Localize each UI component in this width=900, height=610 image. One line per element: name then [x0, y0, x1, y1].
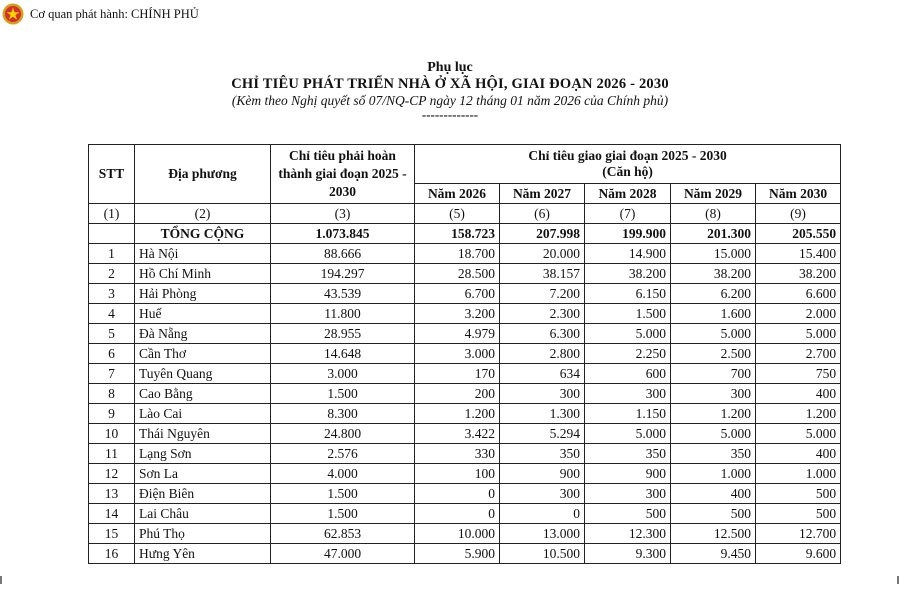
row-value: 900 [500, 464, 585, 484]
row-value: 15.000 [671, 244, 756, 264]
row-locality: Lào Cai [135, 404, 271, 424]
page-edge-mark [897, 576, 899, 584]
row-value: 5.000 [756, 424, 841, 444]
row-value: 12.300 [585, 524, 671, 544]
row-locality: Lạng Sơn [135, 444, 271, 464]
row-target: 1.500 [271, 504, 415, 524]
header-year: Năm 2029 [671, 184, 756, 204]
row-value: 38.157 [500, 264, 585, 284]
row-value: 0 [415, 484, 500, 504]
state-emblem-icon [2, 3, 24, 25]
row-value: 2.800 [500, 344, 585, 364]
row-target: 14.648 [271, 344, 415, 364]
row-target: 4.000 [271, 464, 415, 484]
row-value: 900 [585, 464, 671, 484]
page-edge-mark [0, 576, 2, 584]
column-number: (3) [271, 204, 415, 224]
row-stt: 14 [89, 504, 135, 524]
row-stt: 3 [89, 284, 135, 304]
row-value: 330 [415, 444, 500, 464]
row-target: 2.576 [271, 444, 415, 464]
row-value: 1.150 [585, 404, 671, 424]
row-value: 6.600 [756, 284, 841, 304]
row-value: 100 [415, 464, 500, 484]
total-label: TỔNG CỘNG [135, 224, 271, 244]
row-locality: Cần Thơ [135, 344, 271, 364]
row-stt: 12 [89, 464, 135, 484]
row-value: 0 [500, 504, 585, 524]
table-row [89, 504, 841, 524]
row-value: 1.000 [671, 464, 756, 484]
row-value: 500 [756, 504, 841, 524]
table-row [89, 544, 841, 564]
header-assigned-line2: (Căn hộ) [602, 164, 653, 179]
total-value: 205.550 [756, 224, 841, 244]
row-stt: 1 [89, 244, 135, 264]
table-row [89, 384, 841, 404]
row-stt: 13 [89, 484, 135, 504]
row-value: 500 [756, 484, 841, 504]
total-value: 199.900 [585, 224, 671, 244]
row-stt: 15 [89, 524, 135, 544]
header-locality: Địa phương [135, 145, 271, 204]
row-value: 350 [585, 444, 671, 464]
issuer-line [2, 2, 199, 26]
row-value: 5.000 [671, 324, 756, 344]
row-stt: 11 [89, 444, 135, 464]
row-target: 1.500 [271, 484, 415, 504]
row-value: 14.900 [585, 244, 671, 264]
row-locality: Phú Thọ [135, 524, 271, 544]
row-locality: Sơn La [135, 464, 271, 484]
row-value: 2.700 [756, 344, 841, 364]
header-stt: STT [89, 145, 135, 204]
row-value: 5.000 [671, 424, 756, 444]
table-row [89, 424, 841, 444]
row-target: 8.300 [271, 404, 415, 424]
row-locality: Hà Nội [135, 244, 271, 264]
row-value: 3.000 [415, 344, 500, 364]
header-year: Năm 2028 [585, 184, 671, 204]
row-value: 2.300 [500, 304, 585, 324]
row-target: 62.853 [271, 524, 415, 544]
table-row [89, 244, 841, 264]
row-value: 400 [671, 484, 756, 504]
row-target: 3.000 [271, 364, 415, 384]
issuer-label: Cơ quan phát hành: CHÍNH PHỦ [30, 6, 199, 21]
row-value: 5.000 [585, 324, 671, 344]
row-value: 2.250 [585, 344, 671, 364]
table-row [89, 264, 841, 284]
total-row [89, 224, 841, 244]
row-stt: 8 [89, 384, 135, 404]
header-assigned [415, 145, 841, 184]
table-row [89, 284, 841, 304]
column-number: (2) [135, 204, 271, 224]
total-value: 201.300 [671, 224, 756, 244]
row-value: 9.450 [671, 544, 756, 564]
row-locality: Thái Nguyên [135, 424, 271, 444]
row-value: 300 [671, 384, 756, 404]
table-row [89, 404, 841, 424]
row-value: 13.000 [500, 524, 585, 544]
row-locality: Cao Bằng [135, 384, 271, 404]
row-stt: 6 [89, 344, 135, 364]
table-row [89, 304, 841, 324]
row-locality: Lai Châu [135, 504, 271, 524]
row-value: 20.000 [500, 244, 585, 264]
row-target: 11.800 [271, 304, 415, 324]
row-target: 24.800 [271, 424, 415, 444]
row-value: 500 [671, 504, 756, 524]
row-value: 5.294 [500, 424, 585, 444]
row-value: 3.200 [415, 304, 500, 324]
row-value: 400 [756, 444, 841, 464]
row-value: 750 [756, 364, 841, 384]
row-locality: Hồ Chí Minh [135, 264, 271, 284]
row-value: 1.200 [671, 404, 756, 424]
row-value: 350 [500, 444, 585, 464]
row-value: 6.700 [415, 284, 500, 304]
row-value: 6.300 [500, 324, 585, 344]
row-value: 300 [585, 384, 671, 404]
total-target: 1.073.845 [271, 224, 415, 244]
header-target: Chỉ tiêu phải hoàn thành giai đoạn 2025 - 2030 [271, 145, 415, 204]
row-value: 4.979 [415, 324, 500, 344]
row-value: 170 [415, 364, 500, 384]
row-value: 9.600 [756, 544, 841, 564]
column-number: (7) [585, 204, 671, 224]
row-stt: 7 [89, 364, 135, 384]
row-locality: Đà Nẵng [135, 324, 271, 344]
row-value: 700 [671, 364, 756, 384]
row-target: 88.666 [271, 244, 415, 264]
total-value: 207.998 [500, 224, 585, 244]
row-value: 1.500 [585, 304, 671, 324]
table-row [89, 364, 841, 384]
row-value: 15.400 [756, 244, 841, 264]
row-value: 200 [415, 384, 500, 404]
row-value: 38.200 [585, 264, 671, 284]
row-target: 43.539 [271, 284, 415, 304]
column-number: (5) [415, 204, 500, 224]
row-value: 300 [585, 484, 671, 504]
row-value: 7.200 [500, 284, 585, 304]
row-value: 5.000 [756, 324, 841, 344]
row-locality: Điện Biên [135, 484, 271, 504]
row-stt: 5 [89, 324, 135, 344]
header-year: Năm 2030 [756, 184, 841, 204]
row-value: 10.000 [415, 524, 500, 544]
row-value: 12.500 [671, 524, 756, 544]
row-stt: 16 [89, 544, 135, 564]
row-value: 300 [500, 384, 585, 404]
row-locality: Tuyên Quang [135, 364, 271, 384]
column-number-row [89, 204, 841, 224]
header-year: Năm 2026 [415, 184, 500, 204]
row-value: 2.000 [756, 304, 841, 324]
row-stt: 9 [89, 404, 135, 424]
row-value: 634 [500, 364, 585, 384]
row-value: 1.600 [671, 304, 756, 324]
row-value: 10.500 [500, 544, 585, 564]
row-target: 1.500 [271, 384, 415, 404]
row-target: 28.955 [271, 324, 415, 344]
row-value: 38.200 [671, 264, 756, 284]
header-year: Năm 2027 [500, 184, 585, 204]
row-stt: 2 [89, 264, 135, 284]
row-target: 47.000 [271, 544, 415, 564]
row-value: 1.000 [756, 464, 841, 484]
column-number: (6) [500, 204, 585, 224]
row-value: 400 [756, 384, 841, 404]
table-row [89, 324, 841, 344]
table-row [89, 444, 841, 464]
row-value: 1.200 [756, 404, 841, 424]
table-row [89, 464, 841, 484]
header-assigned-line1: Chỉ tiêu giao giai đoạn 2025 - 2030 [528, 148, 727, 163]
table-row [89, 524, 841, 544]
row-value: 18.700 [415, 244, 500, 264]
row-value: 12.700 [756, 524, 841, 544]
row-value: 500 [585, 504, 671, 524]
column-number: (8) [671, 204, 756, 224]
table-body [89, 244, 841, 564]
heading-rule: ------------- [421, 107, 479, 122]
row-locality: Hải Phòng [135, 284, 271, 304]
row-value: 28.500 [415, 264, 500, 284]
row-value: 38.200 [756, 264, 841, 284]
row-value: 6.200 [671, 284, 756, 304]
table-row [89, 344, 841, 364]
column-number: (1) [89, 204, 135, 224]
row-locality: Hưng Yên [135, 544, 271, 564]
annex-label: Phụ lục [427, 60, 473, 75]
row-value: 9.300 [585, 544, 671, 564]
row-stt: 4 [89, 304, 135, 324]
row-locality: Huế [135, 304, 271, 324]
table-row [89, 484, 841, 504]
row-value: 300 [500, 484, 585, 504]
document-heading [0, 60, 900, 121]
housing-target-table [88, 144, 841, 564]
row-value: 5.000 [585, 424, 671, 444]
row-value: 0 [415, 504, 500, 524]
column-number: (9) [756, 204, 841, 224]
row-value: 600 [585, 364, 671, 384]
row-value: 2.500 [671, 344, 756, 364]
row-value: 3.422 [415, 424, 500, 444]
document-subtitle: (Kèm theo Nghị quyết số 07/NQ-CP ngày 12 tháng 01 năm 2026 của Chính phủ) [231, 93, 669, 108]
row-target: 194.297 [271, 264, 415, 284]
document-title: CHỈ TIÊU PHÁT TRIỂN NHÀ Ở XÃ HỘI, GIAI ĐOẠN 2026 - 2030 [231, 76, 669, 92]
row-stt: 10 [89, 424, 135, 444]
total-value: 158.723 [415, 224, 500, 244]
row-value: 5.900 [415, 544, 500, 564]
row-value: 1.200 [415, 404, 500, 424]
row-value: 1.300 [500, 404, 585, 424]
row-value: 350 [671, 444, 756, 464]
total-stt-cell [89, 224, 135, 244]
row-value: 6.150 [585, 284, 671, 304]
